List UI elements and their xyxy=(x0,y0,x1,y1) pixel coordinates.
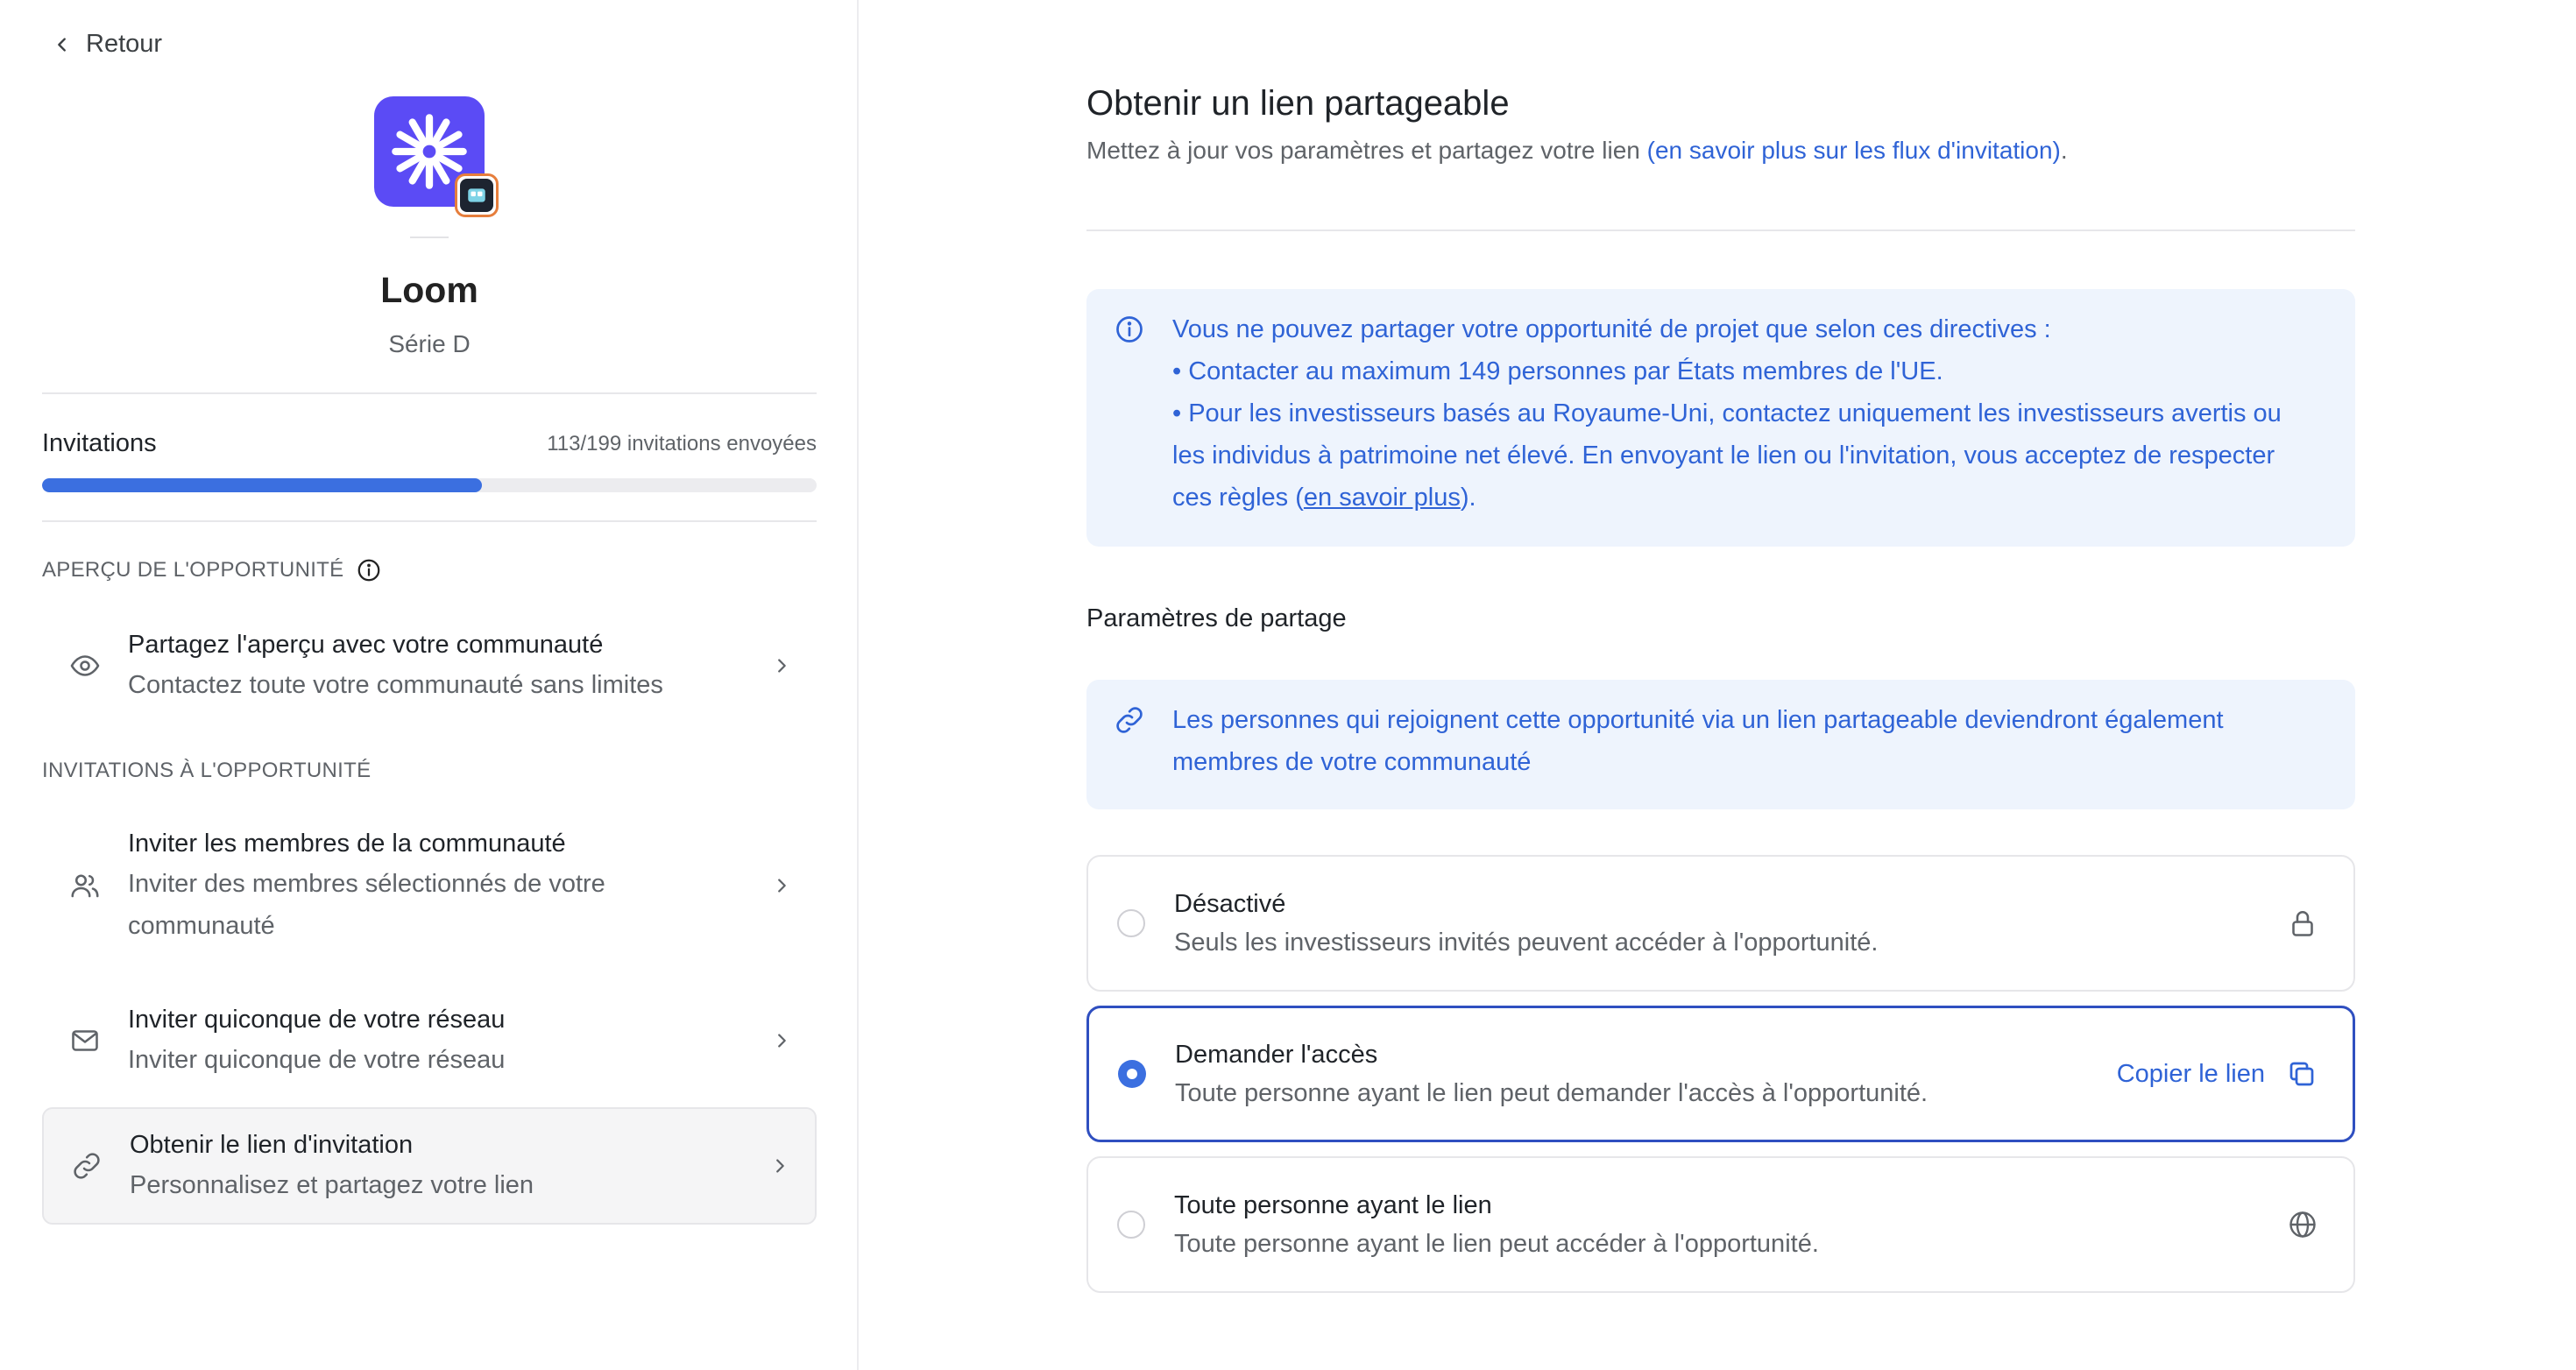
option-desc: Toute personne ayant le lien peut accéder à l'opportunité. xyxy=(1174,1230,1819,1258)
nav-icon-wrap xyxy=(44,1150,130,1182)
radio-wrap xyxy=(1089,1060,1175,1088)
avatar-icon xyxy=(465,184,488,207)
notice-line: membres de votre communauté xyxy=(1172,748,1532,776)
invitations-label: Invitations xyxy=(42,429,157,457)
nav-item-title: Obtenir le lien d'invitation xyxy=(130,1131,414,1159)
option-anyone-with-link[interactable] xyxy=(1086,1156,2355,1293)
option-disabled[interactable] xyxy=(1086,855,2355,992)
link-icon xyxy=(71,1150,103,1182)
sidebar-divider xyxy=(42,392,817,394)
eye-icon xyxy=(69,650,101,681)
invitations-progress-bar xyxy=(42,478,817,492)
nav-item-title: Inviter quiconque de votre réseau xyxy=(128,1006,506,1034)
chevron-left-icon xyxy=(53,35,72,54)
option-right xyxy=(2117,1058,2353,1090)
nav-item-desc: Contactez toute votre communauté sans limites xyxy=(128,671,663,699)
nav-item-desc: Inviter quiconque de votre réseau xyxy=(128,1046,506,1074)
notice-text xyxy=(1172,308,2317,547)
option-right xyxy=(2287,1209,2353,1240)
notice-icon-wrap xyxy=(1086,308,1172,547)
nav-item-desc: Personnalisez et partagez votre lien xyxy=(130,1171,534,1199)
avatar-badge xyxy=(455,173,499,217)
nav-text xyxy=(130,1126,745,1206)
option-text xyxy=(1174,885,2287,962)
radio-anyone-with-link[interactable] xyxy=(1117,1211,1145,1239)
overview-section-text: APERÇU DE L'OPPORTUNITÉ xyxy=(42,558,344,582)
notice-line xyxy=(1172,477,2282,519)
copy-link-button[interactable]: Copier le lien xyxy=(2116,1059,2265,1088)
notice-line: • Contacter au maximum 149 personnes par États membres de l'UE. xyxy=(1172,357,1943,385)
radio-wrap xyxy=(1088,909,1174,937)
notice-text-part: ). xyxy=(1460,484,1476,512)
chevron-right-icon xyxy=(772,656,791,675)
sidebar-item-share-overview[interactable] xyxy=(42,613,817,718)
info-icon xyxy=(1114,314,1145,345)
company-header xyxy=(0,96,859,358)
nav-icon-wrap xyxy=(42,870,128,901)
overview-section-label xyxy=(42,557,382,583)
nav-text xyxy=(128,824,747,947)
share-settings-label: Paramètres de partage xyxy=(1086,604,1347,632)
sidebar xyxy=(0,0,859,1370)
link-icon xyxy=(1114,704,1145,736)
back-label: Retour xyxy=(86,30,163,58)
subtitle-text: Mettez à jour vos paramètres et partagez votre lien xyxy=(1086,137,1640,164)
chevron-right-icon xyxy=(770,1156,789,1176)
option-text xyxy=(1174,1186,2287,1263)
nav-chevron xyxy=(747,656,817,675)
sidebar-item-invite-link[interactable] xyxy=(42,1107,817,1225)
lock-icon xyxy=(2287,907,2318,939)
option-title: Désactivé xyxy=(1174,890,1286,918)
radio-request-access[interactable] xyxy=(1118,1060,1146,1088)
notice-text-part: ces règles ( xyxy=(1172,484,1304,512)
nav-item-desc-cont: communauté xyxy=(128,912,275,940)
mail-icon xyxy=(69,1025,101,1056)
nav-item-title: Partagez l'aperçu avec votre communauté xyxy=(128,631,604,659)
notice-line: Vous ne pouvez partager votre opportunité de projet que selon ces directives : xyxy=(1172,315,2051,343)
notice-line: les individus à patrimoine net élevé. En envoyant le lien ou l'invitation, vous acceptez de respecter xyxy=(1172,441,2275,470)
sidebar-item-invite-community[interactable] xyxy=(42,813,817,958)
invite-section-label xyxy=(42,759,371,783)
notice-line: • Pour les investisseurs basés au Royaume-Uni, contactez uniquement les investisseurs avertis ou xyxy=(1172,399,2282,427)
radio-disabled[interactable] xyxy=(1117,909,1145,937)
invitations-row xyxy=(42,429,817,458)
copy-icon[interactable] xyxy=(2286,1058,2318,1090)
company-name: Loom xyxy=(380,270,478,310)
nav-text xyxy=(128,1000,747,1081)
main-divider xyxy=(1086,230,2355,231)
page-title: Obtenir un lien partageable xyxy=(1086,84,1510,123)
notice-icon-wrap xyxy=(1086,699,1172,809)
option-desc: Toute personne ayant le lien peut demander l'accès à l'opportunité. xyxy=(1175,1079,1928,1107)
avatar xyxy=(460,179,493,212)
invitations-count: 113/199 invitations envoyées xyxy=(547,431,817,455)
chevron-right-icon xyxy=(772,876,791,895)
back-button[interactable] xyxy=(53,30,162,59)
info-icon[interactable] xyxy=(356,557,382,583)
radio-wrap xyxy=(1088,1211,1174,1239)
link-notice xyxy=(1086,680,2355,809)
invite-section-text: INVITATIONS À L'OPPORTUNITÉ xyxy=(42,759,372,782)
option-title: Toute personne ayant le lien xyxy=(1174,1191,1492,1219)
progress-fill xyxy=(42,478,482,492)
nav-chevron xyxy=(747,876,817,895)
logo-divider xyxy=(410,237,449,238)
sidebar-item-invite-network[interactable] xyxy=(42,988,817,1093)
nav-icon-wrap xyxy=(42,1025,128,1056)
company-logo-wrap xyxy=(374,96,485,207)
sidebar-divider xyxy=(42,520,817,522)
globe-icon xyxy=(2287,1209,2318,1240)
subtitle-end: . xyxy=(2060,137,2068,164)
page-subtitle xyxy=(1086,137,2068,165)
option-text xyxy=(1175,1035,2117,1112)
nav-icon-wrap xyxy=(42,650,128,681)
nav-item-title: Inviter les membres de la communauté xyxy=(128,830,566,858)
invitation-flows-link[interactable]: (en savoir plus sur les flux d'invitation) xyxy=(1646,137,2061,164)
nav-chevron xyxy=(745,1156,815,1176)
learn-more-link[interactable]: en savoir plus xyxy=(1303,484,1461,512)
nav-item-desc: Inviter des membres sélectionnés de votre xyxy=(128,870,605,898)
chevron-right-icon xyxy=(772,1031,791,1050)
nav-chevron xyxy=(747,1031,817,1050)
guidelines-notice xyxy=(1086,289,2355,547)
company-stage: Série D xyxy=(388,330,471,357)
notice-text xyxy=(1172,699,2259,809)
users-icon xyxy=(69,870,101,901)
option-right xyxy=(2287,907,2353,939)
nav-text xyxy=(128,625,747,706)
notice-line: Les personnes qui rejoignent cette opportunité via un lien partageable deviendront également xyxy=(1172,706,2224,734)
option-title: Demander l'accès xyxy=(1175,1041,1378,1069)
option-request-access[interactable] xyxy=(1086,1006,2355,1142)
option-desc: Seuls les investisseurs invités peuvent accéder à l'opportunité. xyxy=(1174,929,1879,957)
